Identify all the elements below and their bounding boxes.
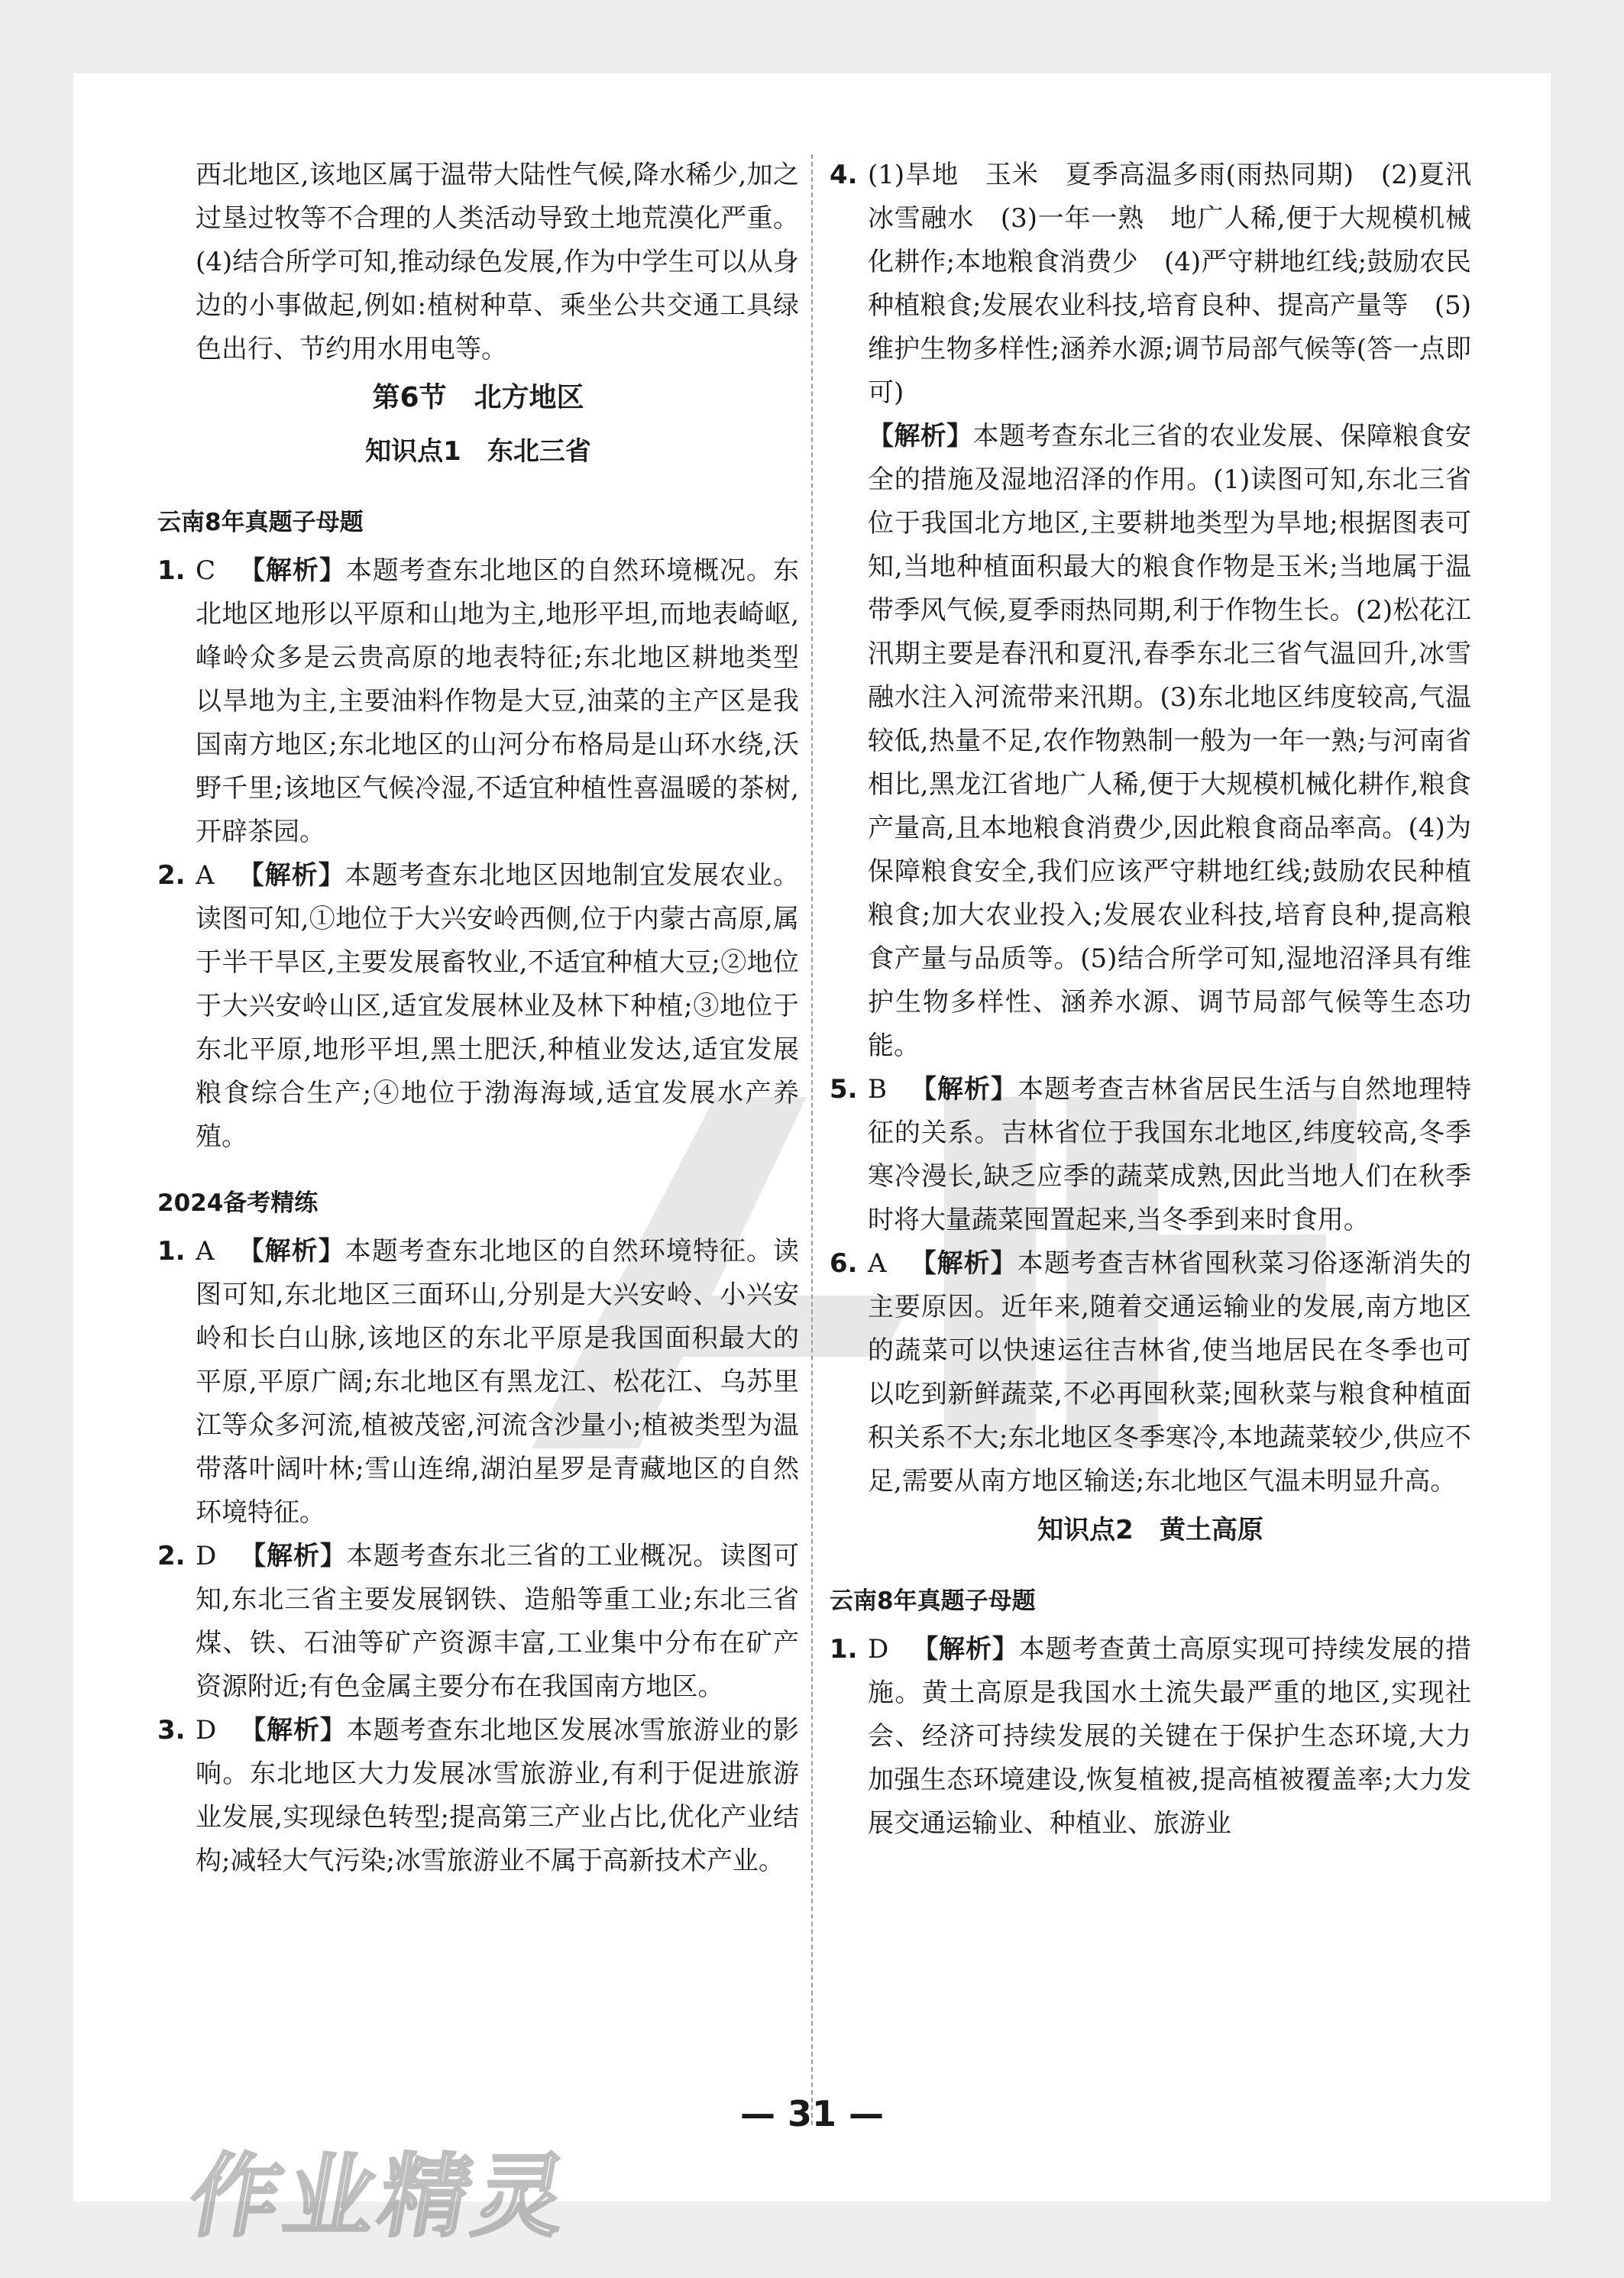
answer-item (830, 154, 1497, 1068)
page-number-value: 31 (787, 2093, 836, 2134)
analysis-text: 本题考查东北地区的自然环境特征。读图可知,东北地区三面环山,分别是大兴安岭、小兴安岭和长白山脉,该地区的东北平原是我国面积最大的平原,平原广阔;东北地区有黑龙江、松花江、乌苏里江等众多河流,植被茂密,河流含沙量小;植被类型为温带落叶阔叶林;雪山连绵,湖泊星罗是青藏地区的自然环境特征。 (196, 1236, 800, 1528)
analysis-text: 本题考查东北地区的自然环境概况。东北地区地形以平原和山地为主,地形平坦,而地表崎岖,峰岭众多是云贵高原的地表特征;东北地区耕地类型以旱地为主,主要油料作物是大豆,油菜的主产区是我国南方地区;东北地区的山河分布格局是山环水绕,沃野千里;该地区气候冷湿,不适宜种植性喜温暖的茶树,开辟茶园。 (196, 555, 800, 847)
analysis-tag: 【解析】 (239, 1541, 347, 1571)
answer-letter: D (868, 1634, 889, 1665)
answer-item (157, 1709, 799, 1883)
answer-item (830, 1242, 1471, 1503)
answer-item (157, 1535, 799, 1709)
item-number: 1. (157, 555, 186, 586)
group-title-practice: 2024备考精练 (157, 1189, 319, 1217)
analysis-text: 本题考查吉林省囤秋菜习俗逐渐消失的主要原因。近年来,随着交通运输业的发展,南方地区的蔬菜可以快速运往吉林省,使当地居民在冬季也可以吃到新鲜蔬菜,不必再囤秋菜;囤秋菜与粮食种植面积关系不大;东北地区冬季寒冷,本地蔬菜较少,供应不足,需要从南方地区输送;东北地区气温未明显升高。 (868, 1248, 1472, 1497)
page (73, 73, 1551, 2202)
knowledge-point-title: 知识点2 黄土高原 (1037, 1515, 1263, 1545)
item-number: 4. (830, 160, 858, 190)
analysis-text: 本题考查黄土高原实现可持续发展的措施。黄土高原是我国水土流失最严重的地区,实现社会、经济可持续发展的关键在于保护生态环境,大力加强生态环境建设,恢复植被,提高植被覆盖率;大力发展交通运输业、种植业、旅游业 (868, 1634, 1472, 1839)
analysis-tag: 【解析】 (911, 1634, 1019, 1665)
continued-answer: 西北地区,该地区属于温带大陆性气候,降水稀少,加之过垦过牧等不合理的人类活动导致土地荒漠化严重。(4)结合所学可知,推动绿色发展,作为中学生可以从身边的小事做起,例如:植树种草、乘坐公共交通工具绿色出行、节约用水用电等。 (196, 160, 799, 364)
analysis-text: 本题考查东北地区因地制宜发展农业。读图可知,①地位于大兴安岭西侧,位于内蒙古高原,属于半干旱区,主要发展畜牧业,不适宜种植大豆;②地位于大兴安岭山区,适宜发展林业及林下种植;③地位于东北平原,地形平坦,黑土肥沃,种植业发达,适宜发展粮食综合生产;④地位于渤海海域,适宜发展水产养殖。 (196, 860, 800, 1152)
knowledge-point-title: 知识点1 东北三省 (365, 436, 591, 467)
group-title-yunnan: 云南8年真题子母题 (157, 509, 364, 536)
analysis-tag: 【解析】 (868, 421, 973, 451)
analysis-tag: 【解析】 (239, 1715, 347, 1746)
item-number: 6. (830, 1248, 858, 1279)
item-number: 1. (157, 1236, 186, 1267)
analysis-text: 本题考查东北三省的农业发展、保障粮食安全的措施及湿地沼泽的作用。(1)读图可知,东北三省位于我国北方地区,主要耕地类型为旱地;根据图表可知,当地种植面积最大的粮食作物是玉米;当地属于温带季风气候,夏季雨热同期,利于作物生长。(2)松花江汛期主要是春汛和夏汛,春季东北三省气温回升,冰雪融水注入河流带来汛期。(3)东北地区纬度较高,气温较低,热量不足,农作物熟制一般为一年一熟;与河南省相比,黑龙江省地广人稀,便于大规模机械化耕作,粮食产量高,且本地粮食消费少,因此粮食商品率高。(4)为保障粮食安全,我们应该严守耕地红线;鼓励农民种植粮食;加大农业投入;发展农业科技,培育良种,提高粮食产量与品质等。(5)结合所学可知,湿地沼泽具有维护生物多样性、涵养水源、调节局部气候等生态功能。 (868, 421, 1472, 1061)
answer-item (830, 1068, 1471, 1242)
item-number: 2. (157, 860, 186, 891)
item-number: 1. (830, 1634, 858, 1665)
answer-item (830, 1628, 1471, 1846)
analysis-tag: 【解析】 (237, 860, 345, 891)
answer-item (157, 1230, 799, 1535)
answer-text: (1)旱地 玉米 夏季高温多雨(雨热同期) (2)夏汛 冰雪融水 (3)一年一熟 地广人稀,便于大规模机械化耕作;本地粮食消费少 (4)严守耕地红线;鼓励农民种植粮食;发展农业科技,培育良种、提高产量等 (5)维护生物多样性;涵养水源;调节局部气候等(答一点即可) (868, 160, 1497, 408)
analysis-tag: 【解析】 (910, 1074, 1017, 1105)
item-number: 3. (157, 1715, 186, 1746)
analysis-tag: 【解析】 (909, 1248, 1017, 1279)
analysis-text: 本题考查吉林省居民生活与自然地理特征的关系。吉林省位于我国东北地区,纬度较高,冬季寒冷漫长,缺乏应季的蔬菜成熟,因此当地人们在秋季时将大量蔬菜囤置起来,当冬季到来时食用。 (868, 1074, 1471, 1235)
analysis-text: 本题考查东北三省的工业概况。读图可知,东北三省主要发展钢铁、造船等重工业;东北三省煤、铁、石油等矿产资源丰富,工业集中分布在矿产资源附近;有色金属主要分布在我国南方地区。 (196, 1541, 800, 1702)
answer-letter: A (196, 1236, 215, 1267)
brand-watermark: 作业精灵 (181, 2144, 580, 2249)
item-number: 2. (157, 1541, 186, 1571)
item-number: 5. (830, 1074, 858, 1105)
answer-letter: C (196, 555, 216, 586)
analysis-tag: 【解析】 (237, 1236, 345, 1267)
answer-item (157, 549, 799, 854)
group-title-yunnan: 云南8年真题子母题 (830, 1587, 1036, 1615)
left-column (157, 154, 799, 1883)
answer-letter: A (196, 860, 215, 891)
column-divider (811, 154, 813, 2125)
right-column (830, 154, 1497, 1846)
answer-letter: D (196, 1541, 217, 1571)
analysis-text: 本题考查东北地区发展冰雪旅游业的影响。东北地区大力发展冰雪旅游业,有利于促进旅游业发展,实现绿色转型;提高第三产业占比,优化产业结构;减轻大气污染;冰雪旅游业不属于高新技术产业。 (196, 1715, 800, 1876)
section-title: 第6节 北方地区 (372, 382, 584, 413)
answer-letter: A (868, 1248, 887, 1279)
page-number: — 31 — (739, 2093, 885, 2134)
answer-letter: D (196, 1715, 217, 1746)
answer-item (157, 854, 799, 1159)
analysis-tag: 【解析】 (238, 555, 346, 586)
answer-letter: B (868, 1074, 887, 1105)
